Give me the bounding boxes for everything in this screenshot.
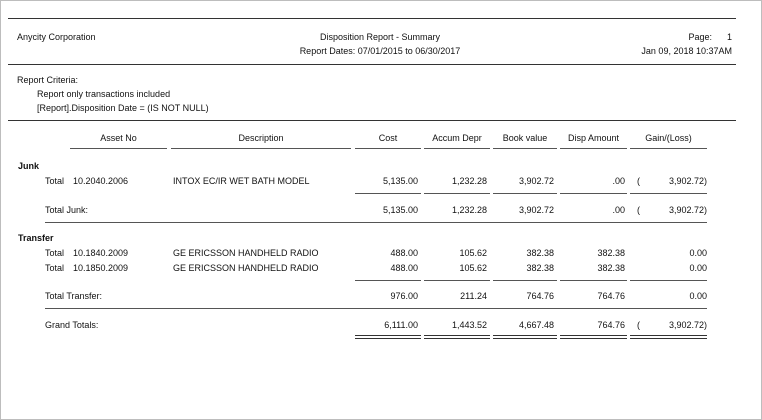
report-title: Disposition Report - Summary bbox=[319, 32, 441, 42]
column-underline bbox=[424, 148, 490, 149]
column-underline bbox=[355, 148, 421, 149]
gain-paren: ( bbox=[637, 205, 640, 215]
gain-loss-value: 0.00 bbox=[689, 248, 707, 258]
group-separator bbox=[45, 222, 707, 223]
header-rule bbox=[8, 64, 736, 65]
cost-value: 6,111.00 bbox=[384, 320, 418, 330]
cost-value: 976.00 bbox=[390, 291, 418, 301]
subtotal-rule bbox=[355, 280, 421, 281]
group-total-label: Total Junk: bbox=[45, 205, 89, 215]
gain-loss-value: 3,902.72) bbox=[668, 176, 707, 186]
book-value: 3,902.72 bbox=[518, 205, 554, 215]
disp-amount-value: 764.76 bbox=[597, 320, 625, 330]
disp-amount-value: 382.38 bbox=[597, 248, 625, 258]
group-separator bbox=[45, 308, 707, 309]
column-underline bbox=[560, 148, 627, 149]
subtotal-rule bbox=[424, 280, 490, 281]
subtotal-rule bbox=[493, 193, 557, 194]
column-underline bbox=[493, 148, 557, 149]
subtotal-rule bbox=[355, 193, 421, 194]
group-total-label: Total Transfer: bbox=[45, 291, 103, 301]
book-value: 382.38 bbox=[526, 263, 554, 273]
asset-no: 10.1850.2009 bbox=[73, 263, 129, 273]
row-prefix: Total bbox=[45, 248, 65, 258]
subtotal-rule bbox=[630, 280, 707, 281]
page-label: Page: bbox=[688, 32, 712, 42]
column-header-gain-loss: Gain/(Loss) bbox=[645, 133, 692, 143]
criteria-rule bbox=[8, 120, 736, 121]
report-timestamp: Jan 09, 2018 10:37AM bbox=[641, 46, 732, 56]
column-underline bbox=[630, 148, 707, 149]
asset-no: 10.2040.2006 bbox=[73, 176, 129, 186]
row-prefix: Total bbox=[45, 263, 65, 273]
grand-total-double-rule bbox=[355, 335, 421, 339]
subtotal-rule bbox=[493, 280, 557, 281]
book-value: 4,667.48 bbox=[518, 320, 554, 330]
accum-depr-value: 105.62 bbox=[459, 248, 487, 258]
criteria-line: Report only transactions included bbox=[37, 89, 171, 99]
column-underline bbox=[70, 148, 167, 149]
column-header-description: Description bbox=[238, 133, 284, 143]
grand-total-double-rule bbox=[424, 335, 490, 339]
accum-depr-value: 1,232.28 bbox=[451, 205, 487, 215]
column-header-cost: Cost bbox=[378, 133, 398, 143]
description: GE ERICSSON HANDHELD RADIO bbox=[173, 263, 319, 273]
cost-value: 488.00 bbox=[390, 248, 418, 258]
group-heading-transfer: Transfer bbox=[18, 233, 54, 243]
gain-loss-value: 3,902.72) bbox=[668, 320, 707, 330]
description: GE ERICSSON HANDHELD RADIO bbox=[173, 248, 319, 258]
criteria-line: [Report].Disposition Date = (IS NOT NULL) bbox=[37, 103, 209, 113]
cost-value: 5,135.00 bbox=[382, 205, 418, 215]
column-header-accum-depr: Accum Depr bbox=[432, 133, 482, 143]
gain-paren: ( bbox=[637, 176, 640, 186]
report-dates: Report Dates: 07/01/2015 to 06/30/2017 bbox=[299, 46, 461, 56]
grand-total-double-rule bbox=[560, 335, 627, 339]
book-value: 764.76 bbox=[526, 291, 554, 301]
company-name: Anycity Corporation bbox=[17, 32, 96, 42]
gain-paren: ( bbox=[637, 320, 640, 330]
disp-amount-value: .00 bbox=[612, 205, 625, 215]
accum-depr-value: 1,443.52 bbox=[451, 320, 487, 330]
column-header-asset-no: Asset No bbox=[100, 133, 137, 143]
asset-no: 10.1840.2009 bbox=[73, 248, 129, 258]
book-value: 3,902.72 bbox=[518, 176, 554, 186]
disp-amount-value: 764.76 bbox=[597, 291, 625, 301]
row-prefix: Total bbox=[45, 176, 65, 186]
accum-depr-value: 211.24 bbox=[460, 291, 487, 301]
gain-loss-value: 3,902.72) bbox=[668, 205, 707, 215]
cost-value: 5,135.00 bbox=[382, 176, 418, 186]
cost-value: 488.00 bbox=[390, 263, 418, 273]
grand-total-double-rule bbox=[493, 335, 557, 339]
criteria-heading: Report Criteria: bbox=[17, 75, 79, 85]
subtotal-rule bbox=[560, 280, 627, 281]
accum-depr-value: 1,232.28 bbox=[451, 176, 487, 186]
book-value: 382.38 bbox=[526, 248, 554, 258]
subtotal-rule bbox=[424, 193, 490, 194]
grand-total-double-rule bbox=[630, 335, 707, 339]
subtotal-rule bbox=[560, 193, 627, 194]
subtotal-rule bbox=[630, 193, 707, 194]
disp-amount-value: .00 bbox=[612, 176, 625, 186]
top-rule bbox=[8, 18, 736, 19]
group-heading-junk: Junk bbox=[18, 161, 40, 171]
description: INTOX EC/IR WET BATH MODEL bbox=[173, 176, 310, 186]
page-number: 1 bbox=[726, 32, 732, 42]
column-header-disp-amount: Disp Amount bbox=[567, 133, 620, 143]
disp-amount-value: 382.38 bbox=[597, 263, 625, 273]
column-underline bbox=[171, 148, 351, 149]
gain-loss-value: 0.00 bbox=[689, 263, 707, 273]
gain-loss-value: 0.00 bbox=[689, 291, 707, 301]
column-header-book-value: Book value bbox=[502, 133, 548, 143]
accum-depr-value: 105.62 bbox=[459, 263, 487, 273]
grand-total-label: Grand Totals: bbox=[45, 320, 99, 330]
